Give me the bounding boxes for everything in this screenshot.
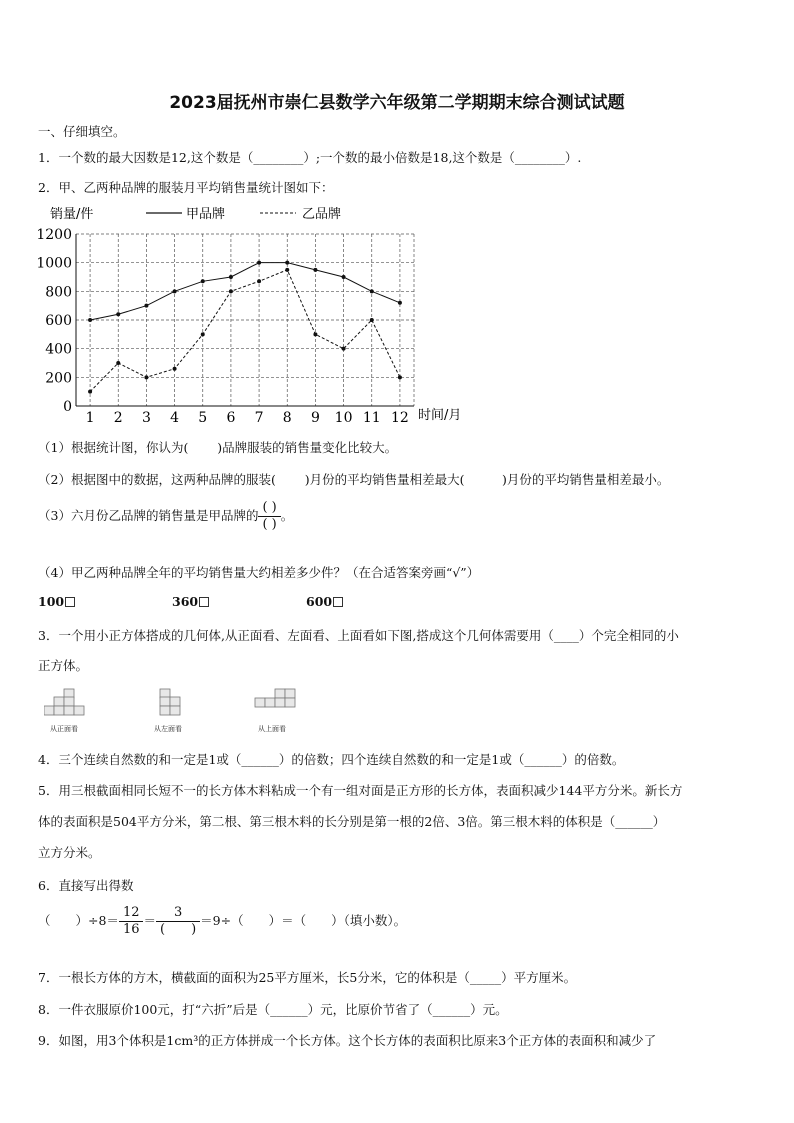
section-heading: 一、仔细填空。 (38, 124, 126, 139)
front-view-caption: 从正面看 (50, 725, 78, 733)
data-point (370, 318, 374, 322)
question-2-3 (38, 500, 293, 533)
legend-series-b: 乙品牌 (302, 207, 342, 222)
data-point (173, 367, 177, 371)
y-tick-label: 200 (45, 370, 72, 387)
data-point (144, 304, 148, 308)
fraction-blank (258, 500, 280, 533)
fraction-numerator: ( ) (258, 500, 280, 517)
checkbox-icon (65, 597, 75, 607)
y-tick-label: 1000 (36, 255, 72, 272)
x-tick-label: 6 (226, 410, 236, 426)
data-point (285, 268, 289, 272)
option-100[interactable]: 100 (38, 594, 75, 609)
x-tick-label: 11 (362, 410, 381, 426)
top-view-caption: 从上面看 (258, 725, 286, 733)
sales-line-chart (36, 198, 476, 430)
data-point (116, 312, 120, 316)
x-tick-label: 8 (282, 410, 292, 426)
data-point (257, 279, 261, 283)
data-point (313, 268, 317, 272)
front-view-figure (44, 688, 96, 716)
x-tick-label: 9 (310, 410, 320, 426)
fraction-denominator: ( ) (262, 517, 277, 532)
data-point (257, 261, 261, 265)
data-point (398, 375, 402, 379)
option-360[interactable]: 360 (172, 594, 209, 609)
y-tick-label: 0 (63, 399, 72, 415)
question-8: 8．一件衣服原价100元，打“六折”后是（______）元，比原价节省了（______）元。 (38, 1002, 508, 1017)
left-view-caption: 从左面看 (154, 725, 182, 733)
data-point (285, 261, 289, 265)
page-title: 2023届抚州市崇仁县数学六年级第二学期期末综合测试试题 (169, 93, 625, 113)
checkbox-icon (333, 597, 343, 607)
data-point (229, 289, 233, 293)
question-5-end: 立方分米。 (38, 845, 101, 860)
data-point (201, 279, 205, 283)
y-tick-label: 600 (45, 313, 72, 329)
question-3-cont: 正方体。 (38, 658, 89, 673)
y-tick-label: 800 (45, 284, 72, 301)
data-point (229, 275, 233, 279)
x-tick-labels (86, 410, 409, 426)
checkbox-icon (199, 597, 209, 607)
data-point (201, 332, 205, 336)
data-point (88, 318, 92, 322)
y-tick-label: 1200 (36, 227, 72, 243)
data-point (173, 289, 177, 293)
question-9: 9．如图，用3个体积是1cm³的正方体拼成一个长方体。这个长方体的表面积比原来3个正方体的表面积和减少了 (38, 1033, 657, 1048)
question-6: 6．直接写出得数 (38, 878, 134, 893)
question-5: 5．用三根截面相同长短不一的长方体木料粘成一个有一组对面是正方形的长方体，表面积减少144平方分米。新长方 (38, 783, 683, 798)
chart-grid (76, 234, 414, 406)
fraction-12-16: $\frac{12}{16}$ (119, 905, 144, 938)
equation-part-1: （ ）÷8＝ (38, 913, 119, 928)
question-5-cont: 体的表面积是504平方分米，第二根、第三根木料的长分别是第一根的2倍、3倍。第三根木料的体积是（______） (38, 814, 666, 829)
equation-part-2: ＝9÷（ ）＝（ ）（填小数）。 (200, 913, 407, 928)
x-tick-label: 4 (170, 410, 180, 426)
left-view-figure (158, 688, 188, 716)
option-600[interactable]: 600 (306, 594, 343, 609)
data-point (88, 390, 92, 394)
data-point (342, 275, 346, 279)
fraction-3-blank: $\frac{3}{( )}$ (156, 905, 200, 938)
data-point (370, 289, 374, 293)
x-tick-label: 7 (254, 410, 264, 426)
question-7: 7．一根长方体的方木，横截面的面积为25平方厘米，长5分米，它的体积是（_____）平方厘米。 (38, 970, 577, 985)
question-6-equation: （ ）÷8＝ $\frac{12}{16}$ ＝ $\frac{3}{( )}$ ＝9÷（ ）＝（ ）（填小数）。 (38, 905, 407, 937)
data-point (144, 375, 148, 379)
question-2-3-end: 。 (280, 508, 294, 523)
question-4: 4．三个连续自然数的和一定是1或（______）的倍数；四个连续自然数的和一定是1或（______）的倍数。 (38, 752, 625, 767)
question-2: 2．甲、乙两种品牌的服装月平均销售量统计图如下： (38, 180, 334, 195)
data-point (342, 347, 346, 351)
y-tick-label: 400 (45, 341, 72, 358)
data-point (116, 361, 120, 365)
question-3: 3．一个用小正方体搭成的几何体,从正面看、左面看、上面看如下图,搭成这个几何体需要用（____）个完全相同的小 (38, 628, 679, 643)
data-point (398, 301, 402, 305)
x-tick-label: 12 (391, 410, 409, 426)
top-view-figure (253, 688, 299, 716)
x-tick-label: 3 (141, 410, 151, 426)
x-tick-label: 5 (198, 410, 208, 426)
chart-series (88, 261, 402, 394)
y-axis-label: 销量/件 (50, 207, 94, 222)
legend-series-a: 甲品牌 (186, 207, 226, 222)
x-tick-label: 1 (85, 410, 95, 426)
data-point (313, 332, 317, 336)
x-tick-label: 2 (113, 410, 123, 426)
question-2-2: （2）根据图中的数据，这两种品牌的服装( )月份的平均销售量相差最大( )月份的平均销售量相差最小。 (38, 472, 670, 487)
question-2-4: （4）甲乙两种品牌全年的平均销售量大约相差多少件？（在合适答案旁画“√”） (38, 565, 480, 580)
question-2-1: （1）根据统计图，你认为( )品牌服装的销售量变化比较大。 (38, 440, 398, 455)
x-axis-label: 时间/月 (418, 408, 462, 423)
x-tick-label: 10 (334, 410, 353, 426)
y-tick-labels (36, 227, 72, 415)
question-1: 1．一个数的最大因数是12,这个数是（________）;一个数的最小倍数是18,这个数是（________）. (38, 150, 582, 165)
question-2-3-text: （3）六月份乙品牌的销售量是甲品牌的 (38, 508, 259, 523)
series-line-2 (90, 270, 400, 392)
